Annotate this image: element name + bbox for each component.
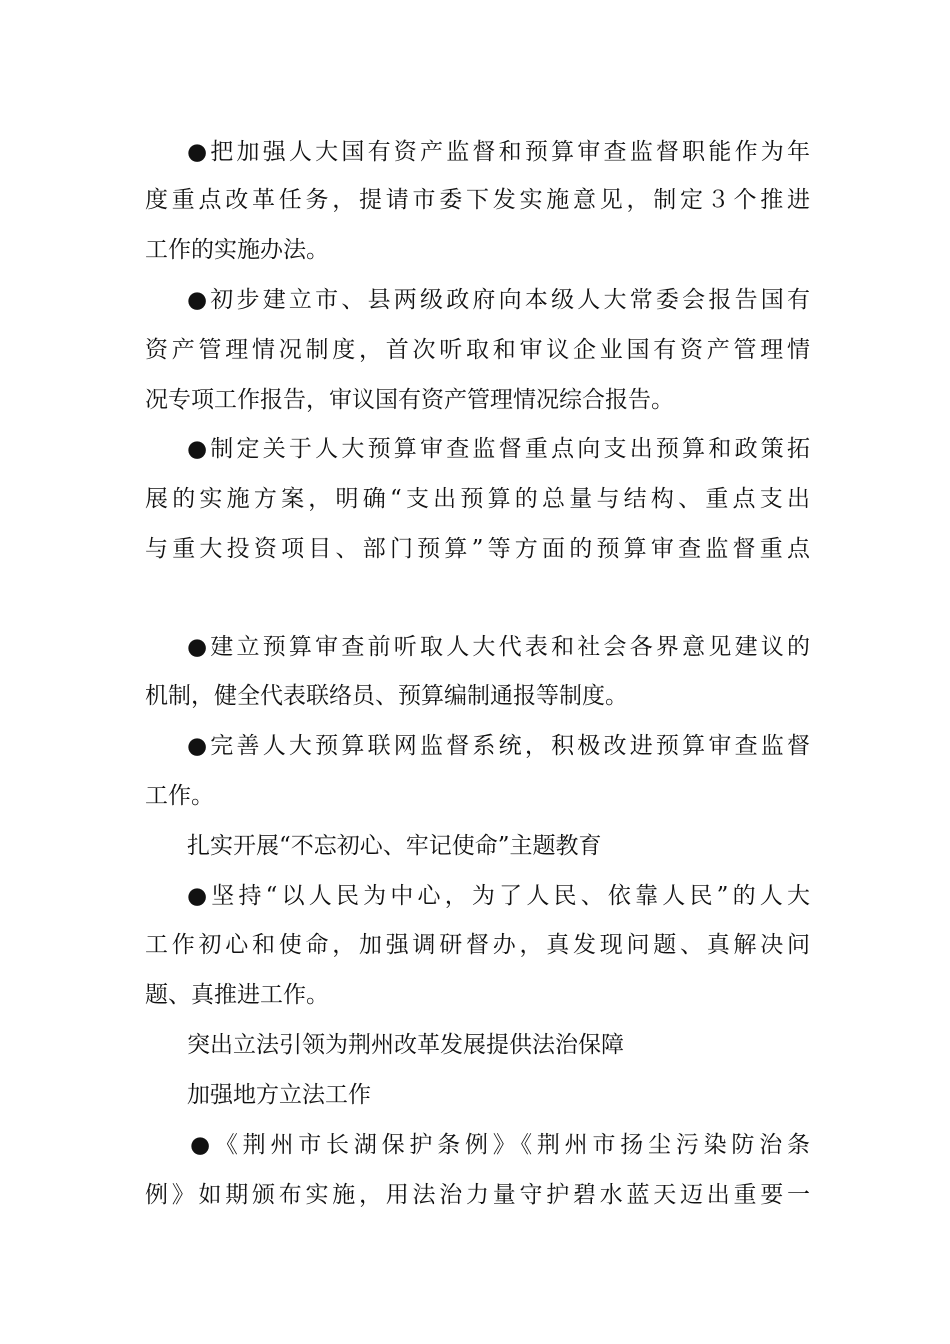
text-line-4: ●初步建立市、县两级政府向本级人大常委会报告国有 — [187, 287, 810, 313]
text-line-7: ●制定关于人大预算审查监督重点向支出预算和政策拓 — [187, 436, 810, 462]
text-line-21: 例》如期颁布实施，用法治力量守护碧水蓝天迈出重要一 — [145, 1182, 810, 1208]
text-line-3: 工作的实施办法。 — [145, 237, 329, 263]
text-line-12: ●完善人大预算联网监督系统，积极改进预算审查监督 — [187, 733, 810, 759]
text-line-10: ●建立预算审查前听取人大代表和社会各界意见建议的 — [187, 634, 810, 660]
text-line-17: 题、真推进工作。 — [145, 982, 329, 1008]
text-line-6: 况专项工作报告，审议国有资产管理情况综合报告。 — [145, 387, 674, 413]
text-line-8: 展的实施方案，明确“支出预算的总量与结构、重点支出 — [145, 486, 810, 512]
section-subheading-local-legislation: 加强地方立法工作 — [187, 1082, 371, 1108]
text-line-11: 机制，健全代表联络员、预算编制通报等制度。 — [145, 683, 628, 709]
section-heading-education: 扎实开展“不忘初心、牢记使命”主题教育 — [187, 833, 602, 859]
text-line-5: 资产管理情况制度，首次听取和审议企业国有资产管理情 — [145, 337, 810, 363]
text-line-2: 度重点改革任务，提请市委下发实施意见，制定３个推进 — [145, 187, 810, 213]
text-line-1: ●把加强人大国有资产监督和预算审查监督职能作为年 — [187, 139, 810, 165]
text-line-9: 与重大投资项目、部门预算”等方面的预算审查监督重点 — [145, 536, 810, 562]
text-line-16: 工作初心和使命，加强调研督办，真发现问题、真解决问 — [145, 932, 810, 958]
text-line-20: ●《荆州市长湖保护条例》《荆州市扬尘污染防治条 — [190, 1132, 810, 1158]
section-heading-legislation: 突出立法引领为荆州改革发展提供法治保障 — [187, 1032, 624, 1058]
text-line-15: ●坚持“以人民为中心，为了人民、依靠人民”的人大 — [187, 883, 810, 909]
text-line-13: 工作。 — [145, 783, 214, 809]
